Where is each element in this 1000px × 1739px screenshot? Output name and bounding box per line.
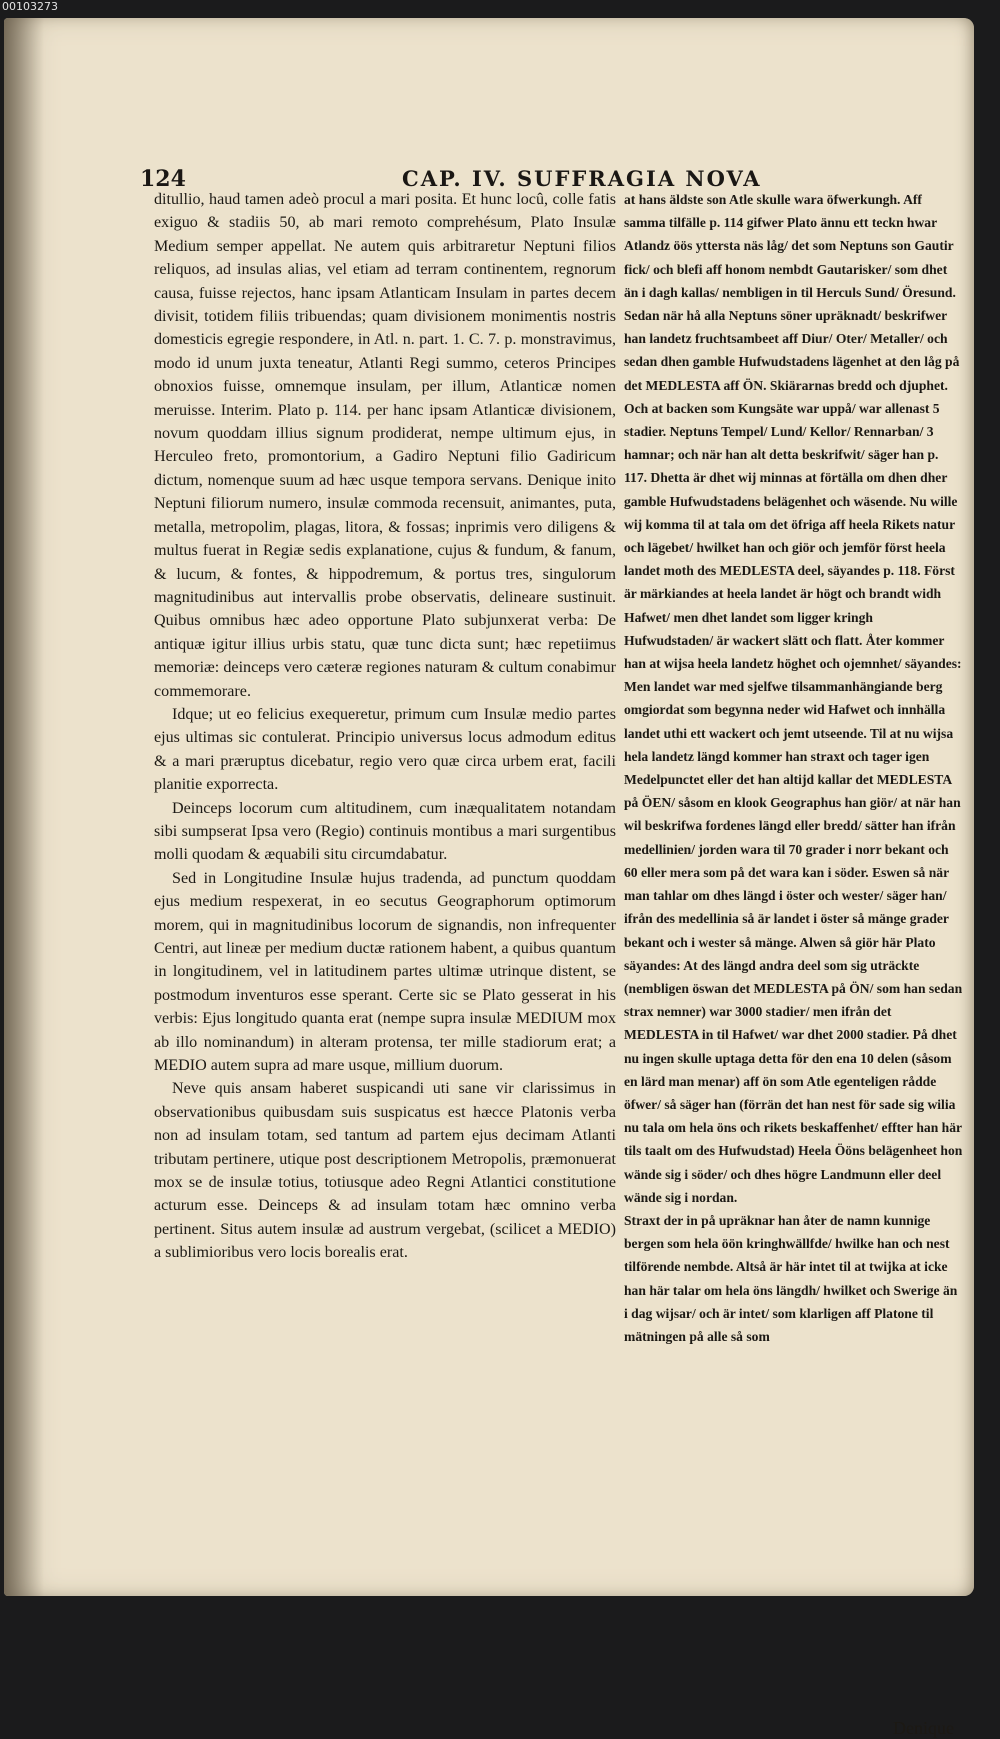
- latin-paragraph: Neve quis ansam haberet suspicandi uti sane vir clarissimus in observationibus quibusdam suis suspicatus est hæcce Platonis verba non ad insulam totam, sed tantum ad partem ejus decimam Atlanti tributam pertinere, utique post descriptionem Metropolis, præmonuerat mox se de insulæ totius, totiusque adeo Regni Atlantici constitutione acturum esse. Deinceps & ad insulam totam hæc omnino verba pertinent. Situs autem insulæ ad austrum vergebat, (scilicet a MEDIO) a sublimioribus vero locis borealis erat.: [154, 1080, 616, 1262]
- latin-paragraph: Deinceps locorum cum altitudinem, cum inæqualitatem notandam sibi sumpserat Ipsa vero (Regio) continuis montibus a mari surgentibus molli quodam & æquabili situ circumdabatur.: [154, 799, 616, 864]
- running-title: CAP. IV. SUFFRAGIA NOVA: [402, 166, 762, 191]
- swedish-paragraph: Straxt der in på upräknar han åter de namn kunnige bergen som hela öön kringhwällfde/ hwilke han och nest tilförende nembde. Altså är här intet til at twijka at icke han här talar om hela öns längdh/ hwilket och Swerige än i dag wijsar/ och är intet/ som klarligen aff Platone til mätningen på alle så som: [624, 1212, 958, 1344]
- swedish-paragraph: at hans äldste son Atle skulle wara öfwerkungh. Aff samma tilfälle p. 114 gifwer Plato ännu ett teckn hwar Atlandz öös yttersta näs låg/ det som Neptuns son Gautir fick/ och blefi aff honom nembdt Gautarisker/ som dhet än i dagh kallas/ nembligen in til Herculs Sund/ Öresund. Sedan när hå alla Neptuns söner upräknadt/ beskrifwer han landetz fruchtsambeet aff Diur/ Oter/ Metaller/ och sedan dhen gamble Hufwudstadens lägenhet at den låg på det MEDLESTA aff ÖN. Skiärarnas bredd och djuphet. Och at backen som Kungsäte war uppå/ war allenast 5 stadier. Neptuns Tempel/ Lund/ Kellor/ Rennarban/ 3 hamnar; och när han alt detta beskrifwit/ säger han p. 117. Dhetta är dhet wij minnas at förtälla om dhen dher gamble Hufwudstadens belägenhet och wäsende. Nu wille wij komma til at tala om det öfriga aff heela Rikets natur och lägebet/ hwilket han och giör och jemför först heela landet moth des MEDLESTA deel, säyandes p. 118. Först är märkiandes at heela landet är högt och brandt widh Hafwet/ men dhet landet som ligger kringh Hufwudstaden/ är wackert slätt och flatt. Åter kommer han at wijsa heela landetz höghet och ojemnhet/ säyandes: Men landet war med sjelfwe tilsammanhängiande berg omgiordat som begynna neder wid Hafwet och innhälla landet uthi ett wackert och jemt utseende. Til at nu wijsa hela landetz längd kommer han straxt och tager igen Medelpunctet eller det han altijd kallar det MEDLESTA på ÖEN/ såsom en klook Geographus han giör/ at när han wil beskrifwa fordenes längd eller bredd/ sätter han ifrån medellinien/ jorden wara til 70 grader i norr bekant och 60 eller mera som på det wara kan i söder. Eswen så när man tahlar om dhes längd i öster och wester/ säger han/ ifrån des medellinia så är landet i öster så mänge grader bekant och i wester så mänge. Alwen så giör här Plato säyandes: At des längd andra deel som sig uträckte (nembligen öswan det MEDLESTA på ÖN/ som han sedan strax nemner) war 3000 stadier/ men ifrån det MEDLESTA in til Hafwet/ war dhet 2000 stadier. På dhet nu ingen skulle uptaga detta för den ena 10 delen (såsom en lärd man menar) aff ön som Atle egenteligen rådde öfwer/ så säger han (förrän det han nest för sade sig wilia nu tala om hela öns och rikets beskaffenhet/ effter han här tils taalt om des Hufwudstad) Heela Ööns belägenheet hon wände sig i söder/ och dhes högre Landmunn eller deel wände sig i nordan.: [624, 192, 963, 1205]
- latin-paragraph: ditullio, haud tamen adeò procul a mari posita. Et hunc locû, colle fatis exiguo & stadiis 50, ab mari remoto comprehésum, Plato Insulæ Medium semper appellat. Ne autem quis arbitraretur Neptuni filios reliquos, ad insulas alias, vel etiam ad terram continentem, regnorum causa, fuisse rejectos, hanc ipsam Atlanticam Insulam in partes decem divisit, totidem filiis tribuendas; quam divisionem monimentis nostris domesticis egregie respondere, in Atl. n. part. 1. C. 7. p. monstravimus, modo id unum juxta teneatur, Atlanti Regi summo, ceteros Principes obnoxios fuisse, omnemque insulam, per illum, Atlanticæ nomen meruisse. Interim. Plato p. 114. per hanc ipsam Atlanticæ divisionem, novum quoddam illius signum prodiderat, nempe ultimum ejus, in Herculeo freto, promontorium, a Gadiro Neptuni filio Gadiricum dictum, nomenque suum ad hæc usque tempora servans. Denique inito Neptuni filiorum numero, insulæ commoda recensuit, animantes, puta, metalla, metropolim, plagas, litora, & fossas; inprimis vero diligens & multus fuerat in Regiæ sedis explanatione, cujus & fundum, & fanum, & lucum, & fontes, & hippodremum, & portus tres, singulorum magnitudinibus aut intervallis probe observatis, delineare sustinuit. Quibus omnibus hæc adeo opportune Plato subjunxerat verba: De antiquæ igitur illius urbis statu, quæ tunc dicta sunt; hæc repetiimus memoriæ: deinceps vero cæteræ regiones naturam & cultum conabimur commemorare.: [154, 191, 616, 700]
- swedish-column: [624, 188, 964, 1348]
- gutter-shadow: [4, 18, 44, 1596]
- latin-paragraph: Sed in Longitudine Insulæ hujus tradenda, ad punctum quoddam ejus medium respexerat, in eo secutus Geographorum optimorum morem, qui in magnitudinibus locorum de signandis, non infrequenter Centri, aut lineæ per medium ductæ rationem habent, a quibus quantum in longitudinem, vel in latitudinem partes ultimæ utrinque distent, se postmodum inventuros esse sperant. Certe sic se Plato gesserat in his verbis: Ejus longitudo quanta erat (nempe supra insulæ MEDIUM mox ab illo nominandum) in alteram protensa, ter mille stadiorum erat; a MEDIO autem supra ad mare usque, millium duorum.: [154, 869, 616, 1075]
- latin-paragraph: Idque; ut eo felicius exequeretur, primum cum Insulæ medio partes ejus ultimas sic contulerat. Principio universus locus admodum editus & a mari præruptus dicebatur, regio vero quæ circa urbem erat, facili planitie exporrecta.: [154, 705, 616, 794]
- latin-column: [154, 188, 616, 1265]
- page-number: 124: [140, 166, 186, 192]
- book-page: [4, 18, 974, 1738]
- scan-id-label: 00103273: [2, 0, 58, 13]
- catchword: Denique: [893, 1718, 954, 1738]
- page-content: [140, 166, 964, 1738]
